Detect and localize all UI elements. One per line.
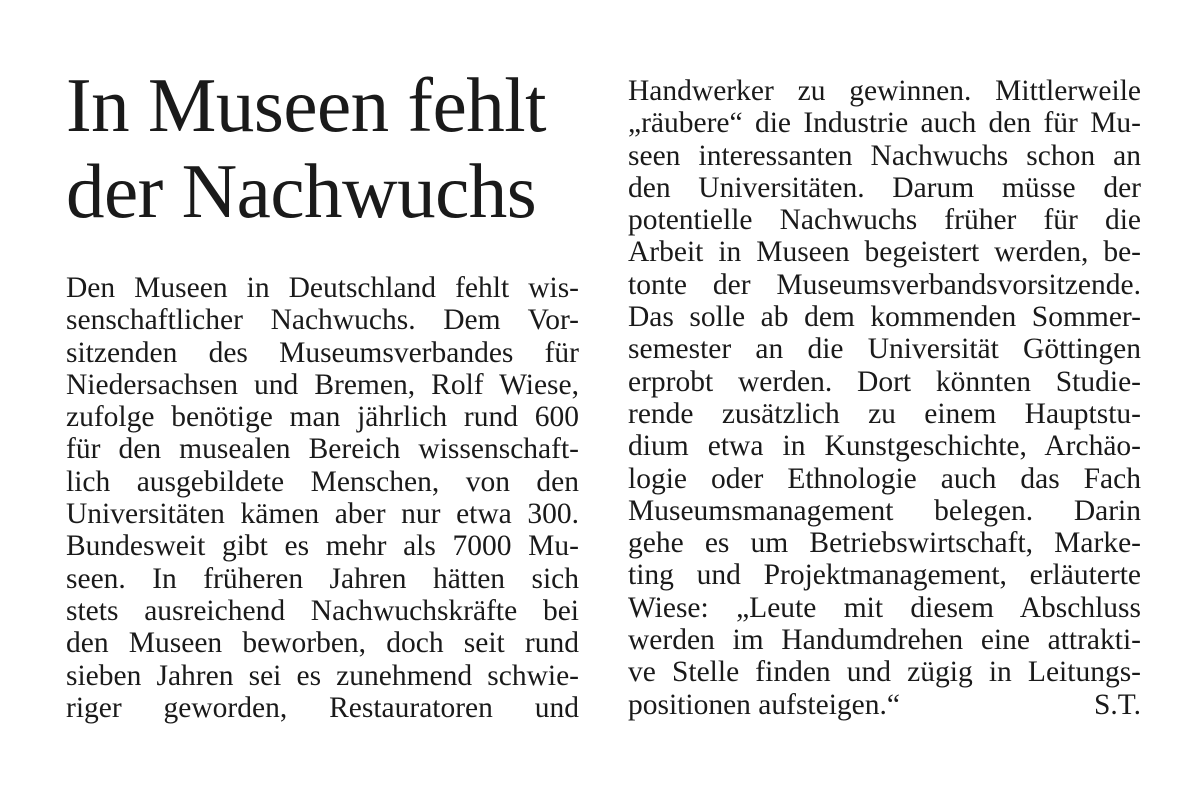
text-line: seen. In früheren Jahren hätten sich — [66, 562, 579, 595]
text-line: Arbeit in Museen begeistert werden, be- — [628, 236, 1141, 269]
text-line: zufolge benötige man jährlich rund 600 — [66, 401, 579, 434]
text-line: potentielle Nachwuchs früher für die — [628, 204, 1141, 237]
text-line: dium etwa in Kunstgeschichte, Archäo- — [628, 430, 1141, 463]
article-headline — [66, 62, 606, 234]
text-line: Bundesweit gibt es mehr als 7000 Mu- — [66, 530, 579, 563]
headline-line: In Museen fehlt — [66, 62, 547, 148]
text-line: sitzenden des Museumsverbandes für — [66, 336, 579, 369]
text-line: seen interessanten Nachwuchs schon an — [628, 139, 1141, 172]
text-line: Handwerker zu gewinnen. Mittlerweile — [628, 75, 1141, 107]
closing-line — [628, 689, 1141, 721]
headline-line: der Nachwuchs — [66, 148, 537, 234]
text-line: Den Museen in Deutschland fehlt wis- — [66, 272, 579, 304]
text-line: lich ausgebildete Menschen, von den — [66, 465, 579, 498]
author-signature: S.T. — [1094, 688, 1141, 721]
text-line: erprobt werden. Dort könnten Studie- — [628, 365, 1141, 398]
text-line: logie oder Ethnologie auch das Fach — [628, 462, 1141, 495]
text-line: den Museen beworben, doch seit rund — [66, 627, 579, 660]
text-line: Wiese: „Leute mit diesem Abschluss — [628, 591, 1141, 624]
text-line: gehe es um Betriebswirtschaft, Marke- — [628, 527, 1141, 560]
final-text-line: positionen aufsteigen.“ — [628, 688, 900, 721]
text-line: Niedersachsen und Bremen, Rolf Wiese, — [66, 368, 579, 401]
text-line: den Universitäten. Darum müsse der — [628, 171, 1141, 204]
text-line: rende zusätzlich zu einem Hauptstu- — [628, 397, 1141, 430]
text-line: tonte der Museumsverbandsvorsitzende. — [628, 268, 1141, 301]
text-line: Universitäten kämen aber nur etwa 300. — [66, 498, 579, 531]
article-column-right — [628, 75, 1141, 721]
text-line: werden im Handumdrehen eine attrakti- — [628, 624, 1141, 657]
text-line: riger geworden, Restauratoren und — [66, 691, 579, 724]
text-line: sieben Jahren sei es zunehmend schwie- — [66, 659, 579, 692]
text-line: Museumsmanagement belegen. Darin — [628, 494, 1141, 527]
text-line: „räubere“ die Industrie auch den für Mu- — [628, 107, 1141, 140]
text-line: ting und Projektmanagement, erläuterte — [628, 559, 1141, 592]
text-line: ve Stelle finden und zügig in Leitungs- — [628, 656, 1141, 689]
text-line: senschaftlicher Nachwuchs. Dem Vor- — [66, 304, 579, 337]
article-column-left — [66, 272, 579, 724]
text-line: semester an die Universität Göttingen — [628, 333, 1141, 366]
text-line: stets ausreichend Nachwuchskräfte bei — [66, 594, 579, 627]
text-line: Das solle ab dem kommenden Sommer- — [628, 301, 1141, 334]
text-line: für den musealen Bereich wissenschaft- — [66, 433, 579, 466]
